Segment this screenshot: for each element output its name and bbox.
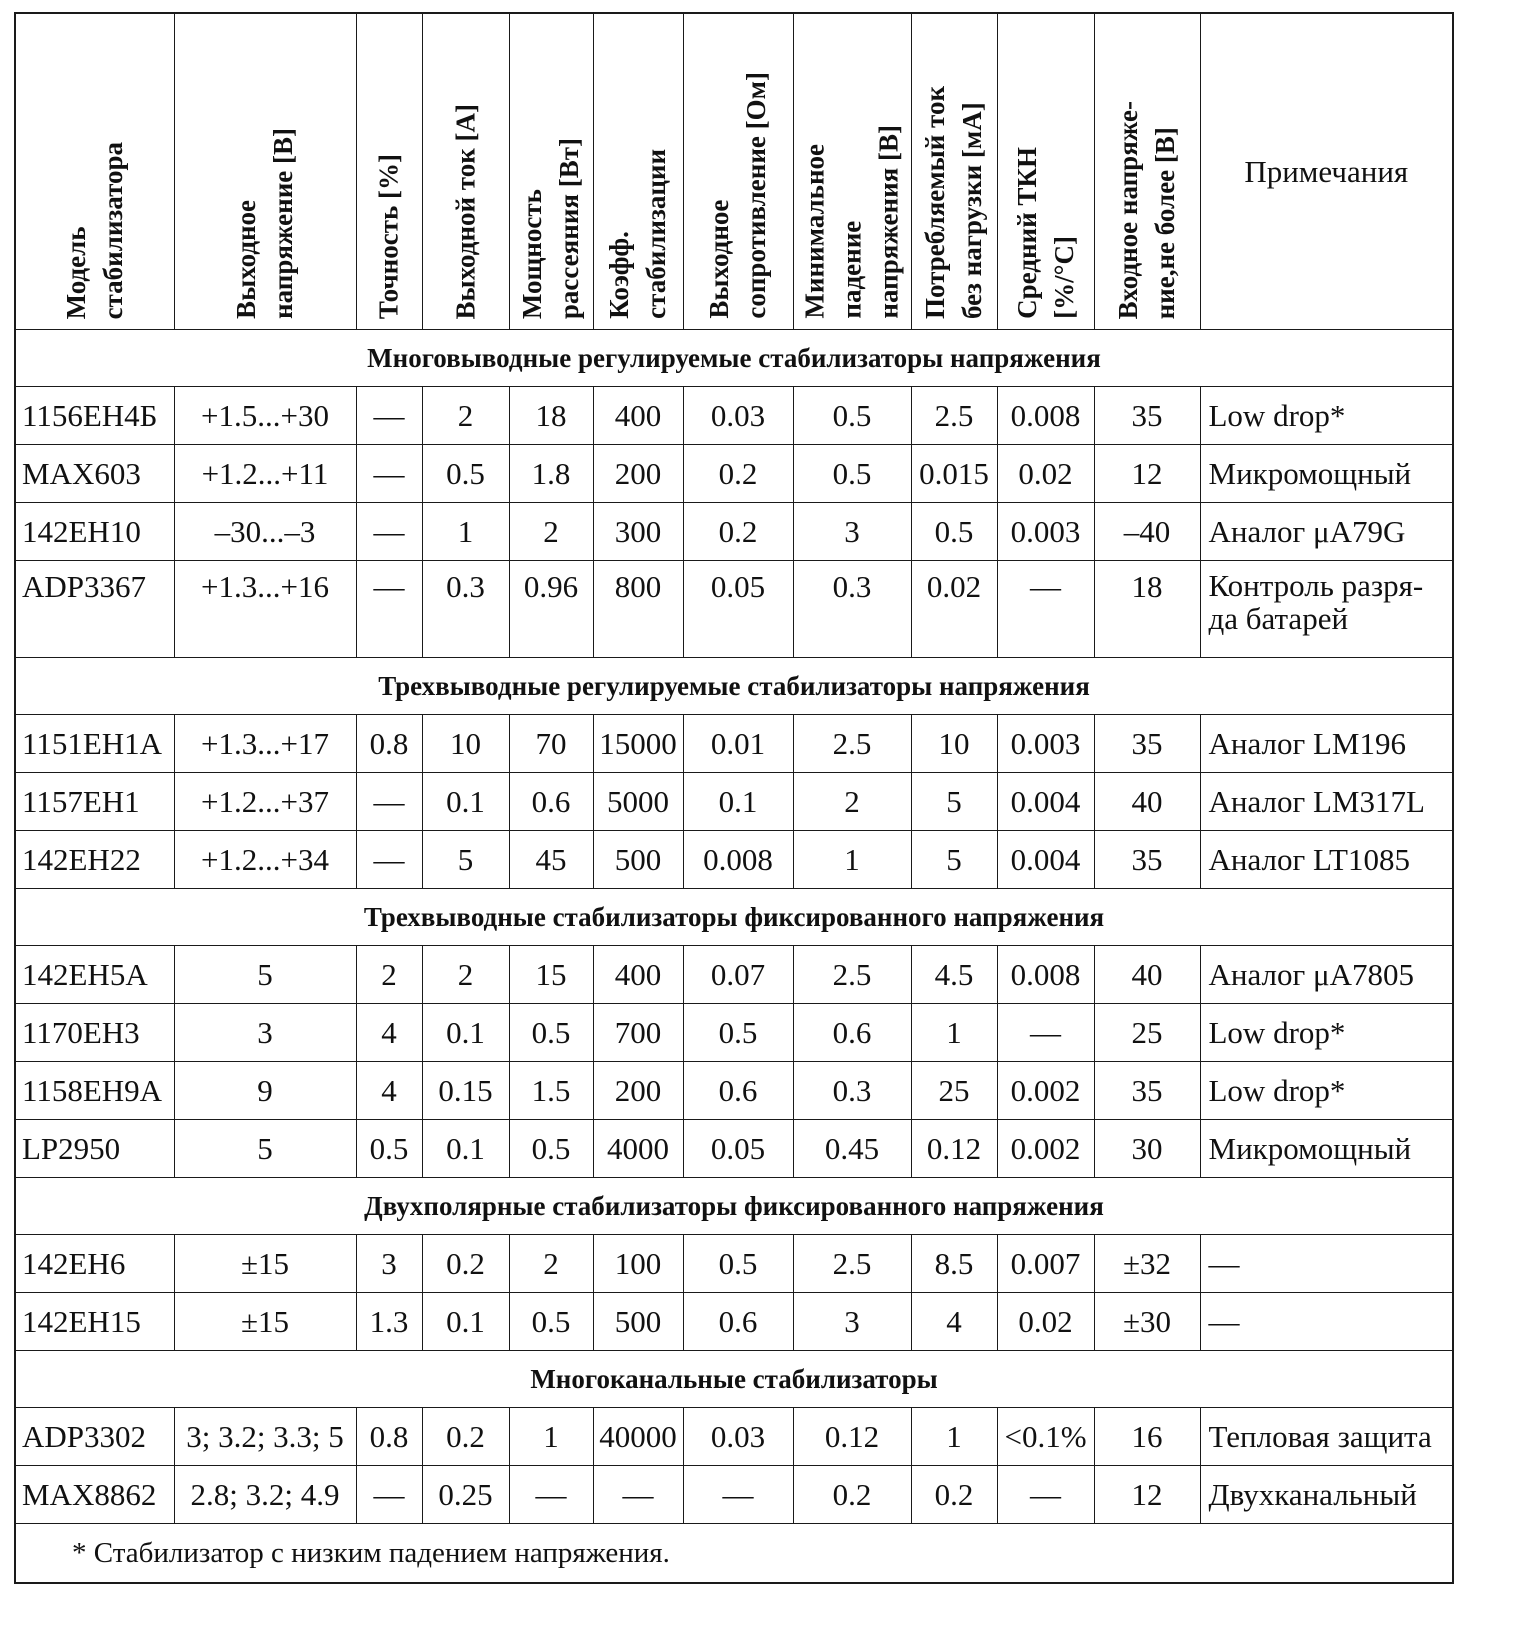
table-cell: +1.5...+30	[174, 387, 356, 445]
table-cell: 2.5	[793, 946, 911, 1004]
table-cell: 2	[356, 946, 422, 1004]
header-row	[15, 13, 1453, 330]
table-cell: —	[997, 561, 1094, 658]
table-cell: 0.02	[997, 445, 1094, 503]
table-cell: 15000	[593, 715, 683, 773]
stabilizer-table	[14, 12, 1454, 1584]
table-cell: 0.07	[683, 946, 793, 1004]
table-cell: 18	[509, 387, 593, 445]
table-cell: 0.1	[422, 1120, 509, 1178]
table-cell: —	[356, 387, 422, 445]
cell-note: Low drop*	[1200, 1004, 1453, 1062]
table-cell: 70	[509, 715, 593, 773]
section-heading-row	[15, 1351, 1453, 1408]
table-cell: 0.5	[422, 445, 509, 503]
cell-note: —	[1200, 1293, 1453, 1351]
cell-model: 142ЕН22	[15, 831, 174, 889]
table-cell: 0.002	[997, 1062, 1094, 1120]
table-cell: 2.8; 3.2; 4.9	[174, 1466, 356, 1524]
header-max-input-voltage: Входное напряже- ние,не более [В]	[1094, 13, 1200, 330]
table-cell: 0.2	[422, 1235, 509, 1293]
cell-model: MAX603	[15, 445, 174, 503]
table-cell: 0.2	[683, 445, 793, 503]
table-cell: —	[593, 1466, 683, 1524]
table-cell: 2.5	[911, 387, 997, 445]
table-cell: —	[997, 1466, 1094, 1524]
table-row	[15, 831, 1453, 889]
cell-model: 142ЕН6	[15, 1235, 174, 1293]
header-accuracy: Точность [%]	[356, 13, 422, 330]
cell-note: Low drop*	[1200, 387, 1453, 445]
cell-note: Аналог LM317L	[1200, 773, 1453, 831]
table-cell: —	[356, 831, 422, 889]
table-row	[15, 946, 1453, 1004]
table-cell: 0.96	[509, 561, 593, 658]
table-cell: —	[683, 1466, 793, 1524]
table-cell: 0.45	[793, 1120, 911, 1178]
table-cell: —	[356, 561, 422, 658]
table-cell: 1	[422, 503, 509, 561]
table-cell: 1	[911, 1408, 997, 1466]
table-row	[15, 1120, 1453, 1178]
table-cell: 15	[509, 946, 593, 1004]
table-cell: 1	[911, 1004, 997, 1062]
cell-note: Контроль разря-да батарей	[1200, 561, 1453, 658]
cell-note: Аналог LM196	[1200, 715, 1453, 773]
table-row	[15, 1062, 1453, 1120]
table-cell: 12	[1094, 445, 1200, 503]
cell-model: 142ЕН10	[15, 503, 174, 561]
table-row	[15, 503, 1453, 561]
section-title: Двухполярные стабилизаторы фиксированного напряжения	[15, 1178, 1453, 1235]
table-cell: 0.008	[683, 831, 793, 889]
table-cell: 2.5	[793, 715, 911, 773]
table-cell: 0.1	[422, 1004, 509, 1062]
table-cell: 0.6	[509, 773, 593, 831]
table-cell: 0.03	[683, 1408, 793, 1466]
table-cell: 200	[593, 1062, 683, 1120]
table-cell: 0.3	[793, 1062, 911, 1120]
cell-note: Двухканальный	[1200, 1466, 1453, 1524]
table-cell: 0.007	[997, 1235, 1094, 1293]
table-cell: +1.2...+11	[174, 445, 356, 503]
section-heading-row	[15, 658, 1453, 715]
table-cell: 800	[593, 561, 683, 658]
table-cell: —	[356, 445, 422, 503]
table-cell: 0.2	[422, 1408, 509, 1466]
table-cell: 0.15	[422, 1062, 509, 1120]
table-cell: 5	[174, 946, 356, 1004]
table-cell: 5000	[593, 773, 683, 831]
table-cell: 0.2	[793, 1466, 911, 1524]
table-cell: 0.03	[683, 387, 793, 445]
table-cell: 30	[1094, 1120, 1200, 1178]
cell-model: 1170ЕН3	[15, 1004, 174, 1062]
table-cell: 0.004	[997, 831, 1094, 889]
table-row	[15, 387, 1453, 445]
header-stabilization-coeff: Коэфф. стабилизации	[593, 13, 683, 330]
table-cell: 4	[911, 1293, 997, 1351]
cell-note: Аналог LT1085	[1200, 831, 1453, 889]
table-cell: 500	[593, 831, 683, 889]
table-cell: 4	[356, 1004, 422, 1062]
table-cell: 2	[422, 946, 509, 1004]
table-cell: 0.12	[793, 1408, 911, 1466]
table-cell: 45	[509, 831, 593, 889]
table-cell: 0.8	[356, 715, 422, 773]
cell-note: Микромощный	[1200, 1120, 1453, 1178]
table-cell: 35	[1094, 1062, 1200, 1120]
table-cell: 0.5	[509, 1120, 593, 1178]
table-cell: 2	[509, 1235, 593, 1293]
table-cell: 0.05	[683, 1120, 793, 1178]
section-heading-row	[15, 330, 1453, 387]
section-heading-row	[15, 889, 1453, 946]
header-output-current: Выходной ток [А]	[422, 13, 509, 330]
cell-model: 142ЕН5А	[15, 946, 174, 1004]
table-cell: 0.6	[683, 1062, 793, 1120]
table-cell: 0.2	[911, 1466, 997, 1524]
table-cell: 0.008	[997, 387, 1094, 445]
table-cell: 0.6	[683, 1293, 793, 1351]
table-cell: 500	[593, 1293, 683, 1351]
cell-model: MAX8862	[15, 1466, 174, 1524]
cell-model: 1158ЕН9А	[15, 1062, 174, 1120]
table-cell: 0.5	[509, 1293, 593, 1351]
table-cell: 4	[356, 1062, 422, 1120]
table-cell: —	[356, 1466, 422, 1524]
table-cell: <0.1%	[997, 1408, 1094, 1466]
table-cell: 5	[911, 773, 997, 831]
table-cell: 3	[174, 1004, 356, 1062]
table-cell: 0.5	[356, 1120, 422, 1178]
table-cell: 0.01	[683, 715, 793, 773]
table-cell: —	[356, 503, 422, 561]
cell-model: LP2950	[15, 1120, 174, 1178]
cell-model: ADP3367	[15, 561, 174, 658]
table-cell: 9	[174, 1062, 356, 1120]
table-cell: 40	[1094, 773, 1200, 831]
table-cell: 0.25	[422, 1466, 509, 1524]
table-cell: 0.5	[793, 445, 911, 503]
table-cell: 25	[1094, 1004, 1200, 1062]
table-cell: 5	[174, 1120, 356, 1178]
table-row	[15, 445, 1453, 503]
table-cell: 200	[593, 445, 683, 503]
table-cell: +1.2...+34	[174, 831, 356, 889]
header-temp-coeff: Средний ТКН [%/°С]	[997, 13, 1094, 330]
table-cell: 0.1	[683, 773, 793, 831]
cell-model: 1157ЕН1	[15, 773, 174, 831]
table-cell: —	[997, 1004, 1094, 1062]
table-cell: +1.3...+16	[174, 561, 356, 658]
table-cell: 8.5	[911, 1235, 997, 1293]
table-cell: 700	[593, 1004, 683, 1062]
table-cell: 4.5	[911, 946, 997, 1004]
table-cell: 0.003	[997, 503, 1094, 561]
section-title: Многоканальные стабилизаторы	[15, 1351, 1453, 1408]
table-cell: 2.5	[793, 1235, 911, 1293]
table-cell: 0.3	[793, 561, 911, 658]
table-row	[15, 715, 1453, 773]
table-cell: 400	[593, 387, 683, 445]
footnote: * Стабилизатор с низким падением напряжения.	[15, 1524, 1453, 1584]
table-cell: 40	[1094, 946, 1200, 1004]
header-notes: Примечания	[1200, 13, 1453, 330]
table-cell: 2	[509, 503, 593, 561]
table-cell: 10	[911, 715, 997, 773]
table-cell: 25	[911, 1062, 997, 1120]
table-cell: 0.3	[422, 561, 509, 658]
table-cell: 10	[422, 715, 509, 773]
table-cell: —	[356, 773, 422, 831]
header-output-resistance: Выходное сопротивление [Ом]	[683, 13, 793, 330]
table-cell: 0.5	[683, 1004, 793, 1062]
table-cell: 100	[593, 1235, 683, 1293]
cell-model: ADP3302	[15, 1408, 174, 1466]
section-heading-row	[15, 1178, 1453, 1235]
header-model: Модель стабилизатора	[15, 13, 174, 330]
table-cell: ±32	[1094, 1235, 1200, 1293]
table-cell: 0.5	[683, 1235, 793, 1293]
table-cell: 1.3	[356, 1293, 422, 1351]
table-cell: 0.12	[911, 1120, 997, 1178]
table-cell: 1.5	[509, 1062, 593, 1120]
table-cell: 12	[1094, 1466, 1200, 1524]
header-power-dissipation: Мощность рассеяния [Вт]	[509, 13, 593, 330]
table-cell: 0.004	[997, 773, 1094, 831]
table-cell: 5	[422, 831, 509, 889]
table-cell: ±15	[174, 1293, 356, 1351]
table-cell: 1	[793, 831, 911, 889]
table-cell: 400	[593, 946, 683, 1004]
table-cell: +1.2...+37	[174, 773, 356, 831]
table-row	[15, 1235, 1453, 1293]
table-cell: 5	[911, 831, 997, 889]
table-cell: 16	[1094, 1408, 1200, 1466]
table-cell: 35	[1094, 387, 1200, 445]
table-cell: 0.02	[997, 1293, 1094, 1351]
header-quiescent-current: Потребляемый ток без нагрузки [мА]	[911, 13, 997, 330]
table-cell: 0.015	[911, 445, 997, 503]
cell-note: Тепловая защита	[1200, 1408, 1453, 1466]
table-cell: 35	[1094, 715, 1200, 773]
table-cell: 4000	[593, 1120, 683, 1178]
table-cell: 18	[1094, 561, 1200, 658]
table-cell: 0.002	[997, 1120, 1094, 1178]
table-cell: 35	[1094, 831, 1200, 889]
document-page	[14, 12, 1454, 1584]
table-cell: 0.8	[356, 1408, 422, 1466]
table-cell: 0.5	[793, 387, 911, 445]
table-cell: 3	[793, 1293, 911, 1351]
table-row	[15, 1293, 1453, 1351]
table-cell: 1.8	[509, 445, 593, 503]
cell-note: —	[1200, 1235, 1453, 1293]
section-title: Трехвыводные регулируемые стабилизаторы напряжения	[15, 658, 1453, 715]
table-row	[15, 1466, 1453, 1524]
table-cell: 0.003	[997, 715, 1094, 773]
table-cell: 0.05	[683, 561, 793, 658]
table-cell: 40000	[593, 1408, 683, 1466]
table-cell: 2	[793, 773, 911, 831]
footnote-row	[15, 1524, 1453, 1584]
section-title: Трехвыводные стабилизаторы фиксированного напряжения	[15, 889, 1453, 946]
table-cell: 3	[793, 503, 911, 561]
table-cell: 0.1	[422, 1293, 509, 1351]
table-cell: 0.6	[793, 1004, 911, 1062]
table-cell: ±15	[174, 1235, 356, 1293]
table-cell: 2	[422, 387, 509, 445]
table-cell: 0.1	[422, 773, 509, 831]
table-row	[15, 773, 1453, 831]
cell-note: Аналог μA79G	[1200, 503, 1453, 561]
table-cell: 0.5	[911, 503, 997, 561]
cell-note: Low drop*	[1200, 1062, 1453, 1120]
table-row	[15, 561, 1453, 658]
table-row	[15, 1408, 1453, 1466]
table-cell: –40	[1094, 503, 1200, 561]
table-cell: 0.5	[509, 1004, 593, 1062]
cell-model: 1156ЕН4Б	[15, 387, 174, 445]
cell-note: Аналог μA7805	[1200, 946, 1453, 1004]
table-cell: 3	[356, 1235, 422, 1293]
table-cell: —	[509, 1466, 593, 1524]
section-title: Многовыводные регулируемые стабилизаторы напряжения	[15, 330, 1453, 387]
table-cell: +1.3...+17	[174, 715, 356, 773]
table-cell: 0.2	[683, 503, 793, 561]
table-cell: 0.008	[997, 946, 1094, 1004]
cell-model: 1151ЕН1А	[15, 715, 174, 773]
table-row	[15, 1004, 1453, 1062]
table-cell: 0.02	[911, 561, 997, 658]
header-output-voltage: Выходное напряжение [В]	[174, 13, 356, 330]
header-min-dropout: Минимальное падение напряжения [В]	[793, 13, 911, 330]
table-cell: –30...–3	[174, 503, 356, 561]
cell-note: Микромощный	[1200, 445, 1453, 503]
table-cell: ±30	[1094, 1293, 1200, 1351]
cell-model: 142ЕН15	[15, 1293, 174, 1351]
table-cell: 1	[509, 1408, 593, 1466]
table-cell: 300	[593, 503, 683, 561]
table-cell: 3; 3.2; 3.3; 5	[174, 1408, 356, 1466]
